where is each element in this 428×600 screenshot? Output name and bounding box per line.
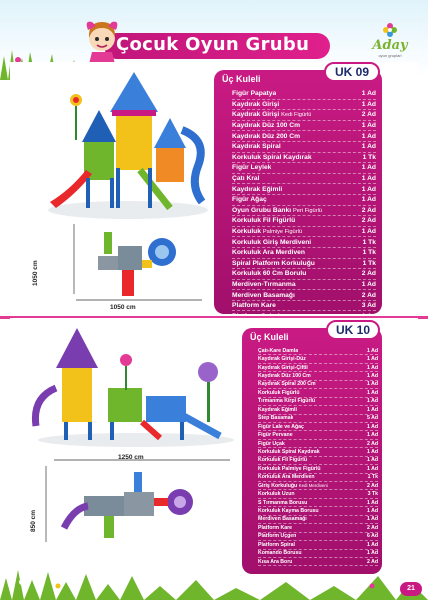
part-name (232, 249, 305, 256)
parts-row (232, 184, 376, 195)
part-quantity: 1 Ad (361, 196, 376, 204)
parts-row (258, 474, 378, 482)
part-name (258, 356, 306, 362)
part-name-text: Komando Borusu (258, 550, 302, 557)
part-name-text: Spiral Platform Korkuluğu (232, 259, 315, 267)
part-name (232, 302, 276, 309)
series-label-uk09: Üç Kuleli (222, 74, 261, 84)
part-name (232, 281, 296, 288)
part-name-text: Korkuluk Ara Merdiven (232, 249, 305, 257)
series-label-uk10: Üç Kuleli (250, 332, 289, 342)
part-name (258, 449, 320, 455)
parts-row (258, 355, 378, 363)
part-name-text: Korkuluk Fil Figürlü (232, 217, 296, 225)
part-name (232, 164, 271, 171)
part-name (258, 348, 298, 354)
logo-text: Aday (372, 38, 408, 53)
model-code-uk10: UK 10 (326, 320, 380, 340)
part-name (258, 407, 297, 413)
part-name-text: Platform Kare (258, 524, 293, 531)
girl-mascot-icon (82, 16, 122, 68)
part-name (232, 260, 315, 267)
part-name-text: Korkuluk Palmiye Figürlü (258, 465, 321, 472)
part-name (232, 292, 295, 299)
floor-plan-uk09 (56, 222, 206, 308)
part-name (232, 90, 276, 97)
part-name-text: Kaydırak Girişi (232, 100, 280, 108)
part-name (258, 516, 307, 522)
part-name-text: Kaydırak Girişi (232, 111, 280, 119)
part-name (258, 474, 315, 480)
parts-list-uk09 (232, 89, 376, 322)
parts-row (232, 163, 376, 174)
part-name (232, 239, 311, 246)
part-quantity: 2 Ad (366, 440, 378, 447)
part-quantity: 2 Ad (361, 291, 376, 299)
part-name (258, 533, 296, 539)
part-name-text: Giriş Korkuluğu (258, 482, 298, 489)
playground-uk09-illustration (40, 70, 212, 220)
part-quantity: 1 Ad (366, 406, 378, 413)
part-name-text: Çatı Kral (232, 175, 260, 183)
part-quantity: 1 Tk (362, 153, 376, 161)
parts-row (232, 142, 376, 153)
part-name (258, 466, 321, 472)
parts-row (258, 499, 378, 507)
part-quantity: 1 Ad (361, 143, 376, 151)
parts-row (258, 431, 378, 439)
part-name (258, 542, 295, 548)
parts-row (232, 269, 376, 280)
part-quantity: 1 Ad (361, 175, 376, 183)
part-quantity: 2 Ad (366, 482, 378, 489)
part-name-text: Kaydırak Spiral (232, 143, 281, 151)
part-name-text: Tırmanma Kirpi Figürlü (258, 398, 316, 405)
parts-row (232, 227, 376, 238)
part-quantity: 2 Ad (366, 558, 378, 565)
parts-row (258, 507, 378, 515)
parts-row (232, 110, 376, 121)
part-name (258, 491, 295, 497)
part-name-text: Korkuluk Spiral Kaydırak (258, 448, 320, 455)
width-dimension-uk09: 1050 cm (110, 304, 136, 311)
parts-row (258, 482, 378, 490)
model-code-uk09: UK 09 (324, 62, 380, 82)
part-name-text: Merdiven Basamağı (232, 291, 295, 299)
page-number: 21 (400, 582, 422, 596)
part-quantity: 3 Ad (361, 302, 376, 310)
parts-row (258, 372, 378, 380)
part-name-text: Step Basamak (258, 415, 294, 422)
part-quantity: 1 Ad (361, 100, 376, 108)
part-quantity: 1 Ad (366, 508, 378, 515)
brand-logo (370, 24, 410, 62)
part-name (258, 441, 285, 447)
part-quantity: 1 Ad (361, 122, 376, 130)
part-quantity: 1 Ad (366, 398, 378, 405)
part-quantity: 2 Ad (361, 270, 376, 278)
parts-row (258, 533, 378, 541)
part-quantity: 6 Ad (366, 533, 378, 540)
part-name-text: S Tırmanma Borusu (258, 499, 308, 506)
part-name-text: Çatı-Kare Damla (258, 347, 299, 354)
parts-row (258, 448, 378, 456)
part-name (258, 457, 307, 463)
part-quantity: 1 Tk (367, 474, 378, 481)
part-quantity: 1 Ad (366, 516, 378, 523)
parts-row (232, 153, 376, 164)
part-quantity: 1 Ad (361, 164, 376, 172)
part-name-text: Korkuluk Giriş Merdiveni (232, 238, 312, 246)
part-quantity: 1 Tk (362, 249, 376, 257)
parts-row (258, 440, 378, 448)
part-quantity: 1 Ad (361, 90, 376, 98)
parts-row (258, 364, 378, 372)
part-quantity: 1 Ad (366, 457, 378, 464)
part-name-text: Oyun Grubu Bankı (232, 206, 292, 214)
part-name-text: Kısa Ara Boru (258, 558, 293, 565)
part-quantity: 1 Ad (366, 499, 378, 506)
flower-logo-icon (382, 22, 398, 38)
part-name-text: Korkuluk Figürlü (258, 389, 300, 396)
depth-dimension-uk09: 1050 cm (32, 260, 39, 286)
part-quantity: 2 Ad (361, 206, 376, 214)
part-quantity: 1 Ad (361, 228, 376, 236)
part-name (232, 270, 306, 277)
parts-row (258, 465, 378, 473)
parts-row (232, 89, 376, 100)
part-name (232, 175, 260, 182)
part-name-text: Korkuluk Ara Merdiven (258, 474, 315, 481)
part-name-text: Figür Leylek (232, 164, 272, 172)
part-name (258, 373, 311, 379)
parts-row (232, 121, 376, 132)
part-name-text: Platform Üçgen (258, 533, 297, 540)
parts-row (232, 206, 376, 217)
floor-plan-uk10 (44, 458, 240, 550)
part-name-text: Kaydırak Eğimli (232, 185, 283, 193)
part-name (258, 365, 308, 371)
part-quantity: 1 Ad (366, 373, 378, 380)
part-name-text: Figür Ağaç (232, 196, 267, 204)
parts-row (258, 398, 378, 406)
part-name-text: Kaydırak Düz 100 Cm (232, 122, 301, 130)
part-name (232, 122, 300, 129)
part-quantity: 1 Ad (361, 185, 376, 193)
parts-row (232, 280, 376, 291)
parts-row (258, 423, 378, 431)
parts-row (258, 457, 378, 465)
part-name (232, 111, 311, 118)
part-name (258, 424, 304, 430)
part-name (232, 186, 282, 193)
part-name (232, 133, 300, 140)
part-name-text: Platform Kare (232, 302, 276, 310)
part-name-text: Kaydırak Girişi-Çiftli (258, 364, 308, 371)
part-name (232, 228, 302, 235)
parts-row (232, 100, 376, 111)
part-name-text: Figür Uçak (258, 440, 285, 447)
part-name-text: Korkuluk Kayma Borusu (258, 508, 319, 515)
part-name (232, 207, 322, 214)
part-quantity: 1 Ad (366, 356, 378, 363)
parts-row (232, 290, 376, 301)
part-name (258, 390, 300, 396)
part-quantity: 1 Ad (366, 423, 378, 430)
depth-dimension-uk10: 850 cm (30, 509, 37, 532)
part-name (258, 398, 315, 404)
parts-row (258, 516, 378, 524)
width-dimension-uk10: 1250 cm (118, 454, 144, 461)
part-quantity: 1 Ad (366, 381, 378, 388)
part-quantity: 1 Ad (366, 389, 378, 396)
part-name-text: Merdiven Basamağı (258, 516, 307, 523)
part-quantity: 1 Ad (366, 432, 378, 439)
playground-uk10-illustration (30, 326, 240, 448)
part-quantity: 1 Ad (366, 364, 378, 371)
part-quantity: 1 Ad (361, 280, 376, 288)
parts-list-uk10 (258, 347, 378, 566)
part-note: Kedi Merdiveni (298, 482, 328, 488)
parts-row (258, 490, 378, 498)
part-name-text: Figür Papatya (232, 90, 277, 98)
part-name-text: Kaydırak Düz 200 Cm (232, 132, 301, 140)
part-name (258, 508, 319, 514)
part-note: Kedi Figürlü (281, 112, 312, 119)
part-name (232, 217, 295, 224)
part-quantity: 1 Tk (362, 238, 376, 246)
part-quantity: 2 Ad (361, 111, 376, 119)
footer-grass-decoration (0, 560, 428, 600)
parts-row (258, 415, 378, 423)
logo-subtitle: oyun gruplari (378, 53, 402, 58)
parts-row (232, 174, 376, 185)
part-quantity: 2 Ad (366, 524, 378, 531)
parts-row (258, 406, 378, 414)
part-quantity: 1 Ad (361, 132, 376, 140)
part-name (232, 143, 281, 150)
parts-row (258, 347, 378, 355)
parts-row (232, 259, 376, 270)
part-name-text: Korkuluk 60 Cm Borulu (232, 270, 307, 278)
part-name-text: Merdiven-Tırmanma (232, 280, 296, 288)
part-name (258, 483, 328, 489)
part-quantity: 3 Tk (367, 491, 378, 498)
parts-row (258, 381, 378, 389)
part-quantity: 1 Ad (366, 541, 378, 548)
part-quantity: 1 Ad (366, 347, 378, 354)
part-name-text: Korkuluk Uzun (258, 491, 295, 498)
part-quantity: 1 Ad (366, 550, 378, 557)
part-name (232, 196, 267, 203)
part-name (258, 525, 292, 531)
part-name (258, 381, 316, 387)
part-quantity: 1 Ad (366, 465, 378, 472)
part-name-text: Kaydırak Düz 100 Cm (258, 373, 311, 380)
part-name-text: Kaydırak Spiral 200 Cm (258, 381, 316, 388)
part-name-text: Korkuluk Spiral Kaydırak (232, 153, 312, 161)
part-name (232, 101, 279, 108)
part-name (258, 500, 307, 506)
parts-row (258, 524, 378, 532)
part-quantity: 2 Ad (361, 217, 376, 225)
part-name-text: Kaydırak Girişi-Düz (258, 356, 306, 363)
parts-row (232, 237, 376, 248)
part-name-text: Kaydırak Eğimli (258, 406, 297, 413)
part-name (258, 432, 293, 438)
parts-row (232, 216, 376, 227)
part-name-text: Korkuluk Fil Figürlü (258, 457, 307, 464)
part-quantity: 1 Tk (362, 259, 376, 267)
page-title: Çocuk Oyun Grubu (116, 34, 310, 55)
part-name (258, 415, 293, 421)
part-quantity: 1 Ad (366, 448, 378, 455)
parts-row (258, 389, 378, 397)
part-quantity: 5 Ad (366, 415, 378, 422)
part-note: Peri Figürlü (292, 207, 323, 214)
part-name-text: Figür Pervane (258, 432, 293, 439)
part-name-text: Korkuluk (232, 228, 261, 236)
parts-row (232, 301, 376, 312)
part-name-text: Figür Lale ve Ağaç (258, 423, 304, 430)
parts-row (232, 131, 376, 142)
part-name (258, 550, 302, 556)
parts-row (258, 541, 378, 549)
parts-row (258, 550, 378, 558)
part-note: Palmiye Figürlü (262, 229, 303, 236)
parts-row (232, 248, 376, 259)
part-name-text: Platform Spiral (258, 541, 295, 548)
parts-row (232, 195, 376, 206)
part-name (232, 154, 312, 161)
